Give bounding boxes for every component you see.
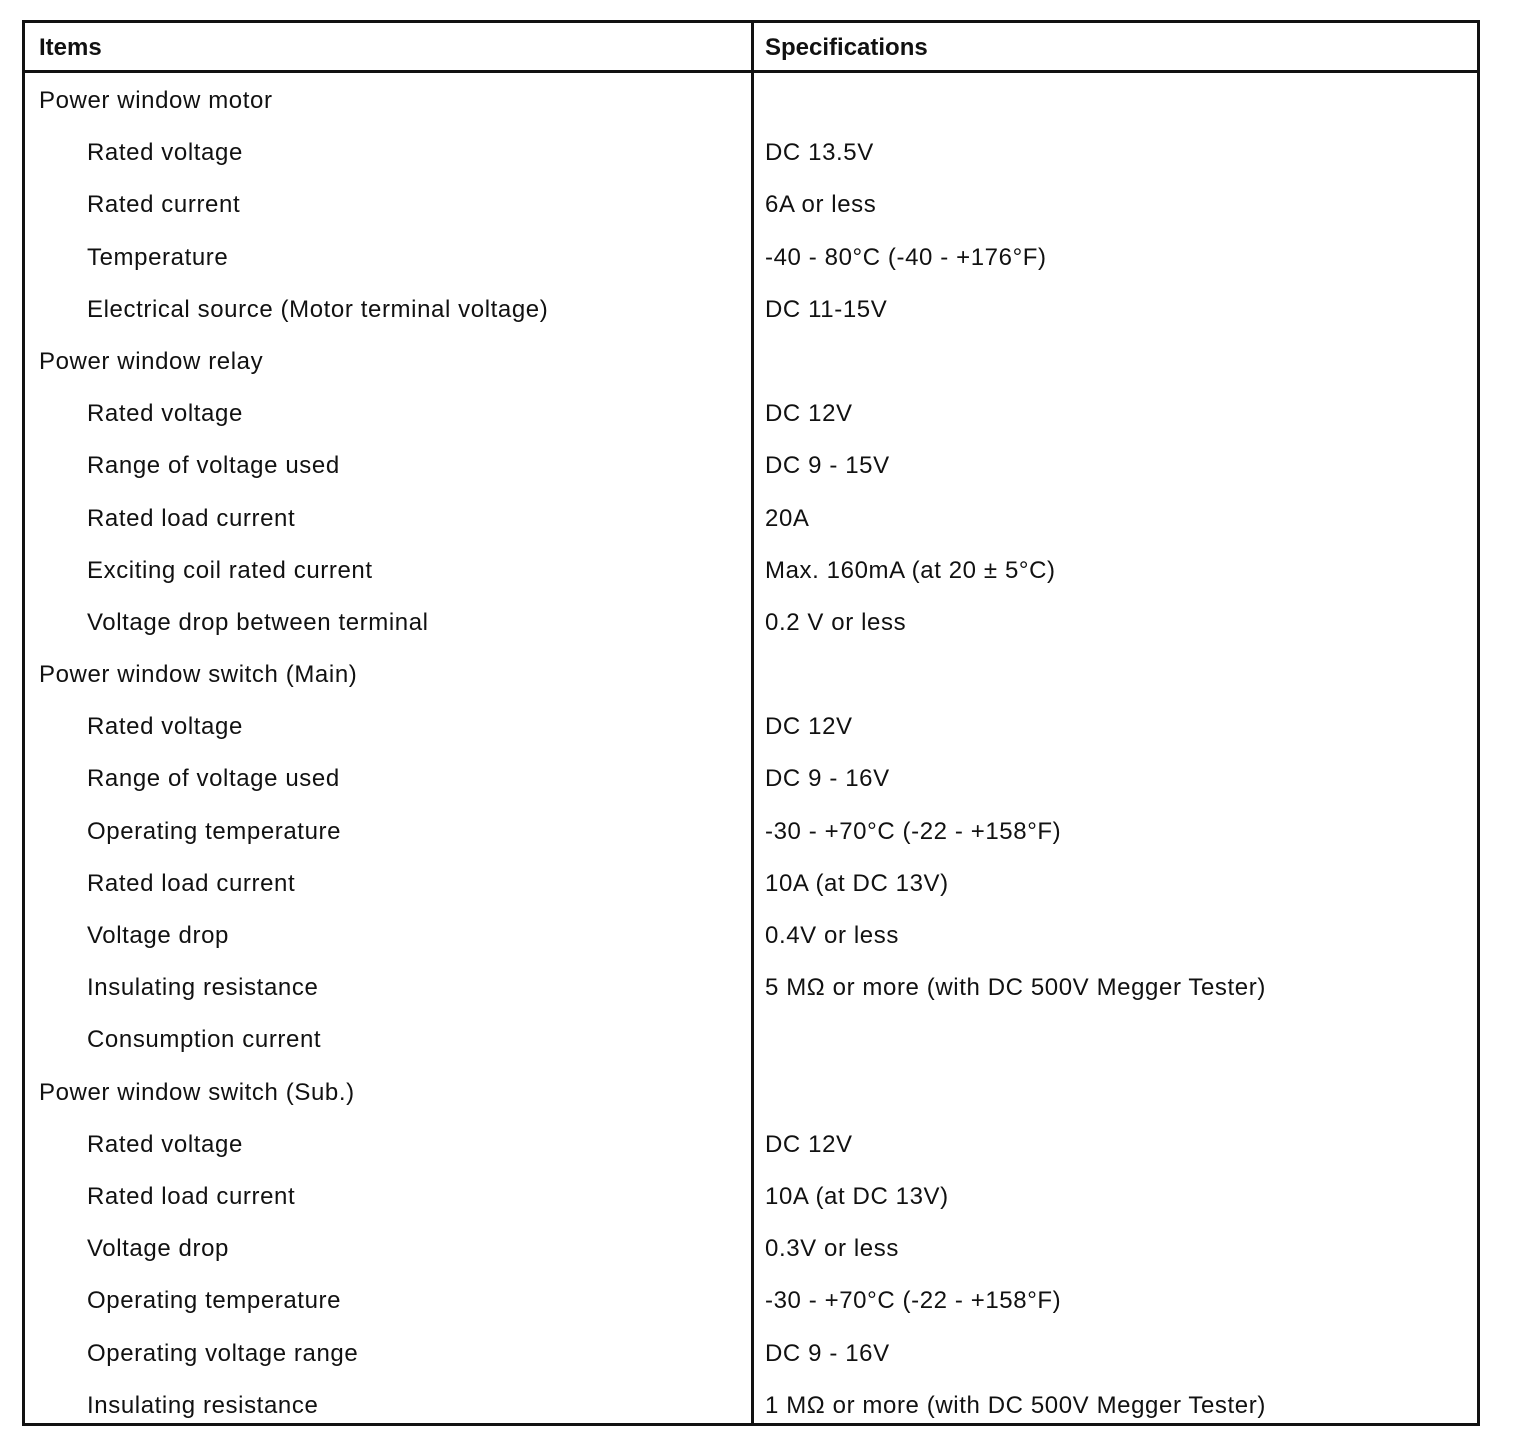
spec-cell: DC 12V: [765, 713, 853, 741]
item-cell: Range of voltage used: [87, 452, 340, 480]
table-row: [25, 856, 1477, 908]
spec-cell: 20A: [765, 504, 810, 532]
item-cell: Rated voltage: [87, 139, 243, 167]
table-row: [25, 282, 1477, 334]
spec-cell: 1 MΩ or more (with DC 500V Megger Tester): [765, 1391, 1266, 1419]
table-row: [25, 1117, 1477, 1169]
table-row: [25, 751, 1477, 803]
table-row: [25, 386, 1477, 438]
spec-cell: 10A (at DC 13V): [765, 1182, 949, 1210]
item-cell: Rated voltage: [87, 400, 243, 428]
item-cell: Operating voltage range: [87, 1339, 359, 1367]
table-row: [25, 334, 1477, 386]
item-cell: Power window switch (Main): [39, 661, 358, 689]
spec-cell: 5 MΩ or more (with DC 500V Megger Tester): [765, 974, 1266, 1002]
item-cell: Rated load current: [87, 869, 296, 897]
item-cell: Operating temperature: [87, 1287, 342, 1315]
item-cell: Power window switch (Sub.): [39, 1078, 355, 1106]
table-row: [25, 230, 1477, 282]
table-row: [25, 1326, 1477, 1378]
spec-cell: DC 13.5V: [765, 139, 874, 167]
item-cell: Temperature: [87, 243, 229, 271]
item-cell: Rated current: [87, 191, 241, 219]
spec-cell: DC 9 - 16V: [765, 765, 890, 793]
table-row: [25, 1012, 1477, 1064]
item-cell: Insulating resistance: [87, 974, 319, 1002]
item-cell: Rated voltage: [87, 713, 243, 741]
table-row: [25, 1273, 1477, 1325]
item-cell: Voltage drop between terminal: [87, 608, 429, 636]
spec-cell: DC 9 - 15V: [765, 452, 890, 480]
table-row: [25, 73, 1477, 125]
item-cell: Range of voltage used: [87, 765, 340, 793]
spec-cell: DC 11-15V: [765, 295, 888, 323]
spec-cell: DC 12V: [765, 1130, 853, 1158]
table-row: [25, 804, 1477, 856]
item-cell: Rated load current: [87, 504, 296, 532]
table-row: [25, 908, 1477, 960]
table-row: [25, 699, 1477, 751]
spec-cell: -40 - 80°C (-40 - +176°F): [765, 243, 1047, 271]
table-row: [25, 1169, 1477, 1221]
table-row: [25, 438, 1477, 490]
item-cell: Consumption current: [87, 1026, 322, 1054]
item-cell: Rated load current: [87, 1182, 296, 1210]
item-cell: Operating temperature: [87, 817, 342, 845]
table-body: [25, 73, 1477, 1430]
spec-cell: -30 - +70°C (-22 - +158°F): [765, 817, 1062, 845]
spec-cell: DC 9 - 16V: [765, 1339, 890, 1367]
item-cell: Voltage drop: [87, 1235, 229, 1263]
spec-cell: 0.2 V or less: [765, 608, 907, 636]
spec-cell: Max. 160mA (at 20 ± 5°C): [765, 556, 1056, 584]
table-row: [25, 125, 1477, 177]
header-items: Items: [39, 34, 102, 61]
item-cell: Exciting coil rated current: [87, 556, 373, 584]
table-row: [25, 177, 1477, 229]
specifications-table: [22, 20, 1480, 1426]
spec-cell: -30 - +70°C (-22 - +158°F): [765, 1287, 1062, 1315]
item-cell: Power window relay: [39, 347, 264, 375]
header-specifications: Specifications: [765, 34, 928, 61]
table-row: [25, 1065, 1477, 1117]
table-row: [25, 595, 1477, 647]
item-cell: Power window motor: [39, 87, 273, 114]
table-header-row: [25, 23, 1477, 73]
spec-cell: 10A (at DC 13V): [765, 869, 949, 897]
table-row: [25, 491, 1477, 543]
table-row: [25, 647, 1477, 699]
table-row: [25, 1221, 1477, 1273]
item-cell: Rated voltage: [87, 1130, 243, 1158]
spec-cell: DC 12V: [765, 400, 853, 428]
spec-cell: 0.4V or less: [765, 922, 899, 949]
table-row: [25, 960, 1477, 1012]
item-cell: Insulating resistance: [87, 1391, 319, 1419]
item-cell: Electrical source (Motor terminal voltage): [87, 295, 549, 323]
spec-cell: 0.3V or less: [765, 1235, 899, 1263]
spec-cell: 6A or less: [765, 191, 877, 219]
table-row: [25, 543, 1477, 595]
item-cell: Voltage drop: [87, 922, 229, 949]
table-row: [25, 1378, 1477, 1430]
